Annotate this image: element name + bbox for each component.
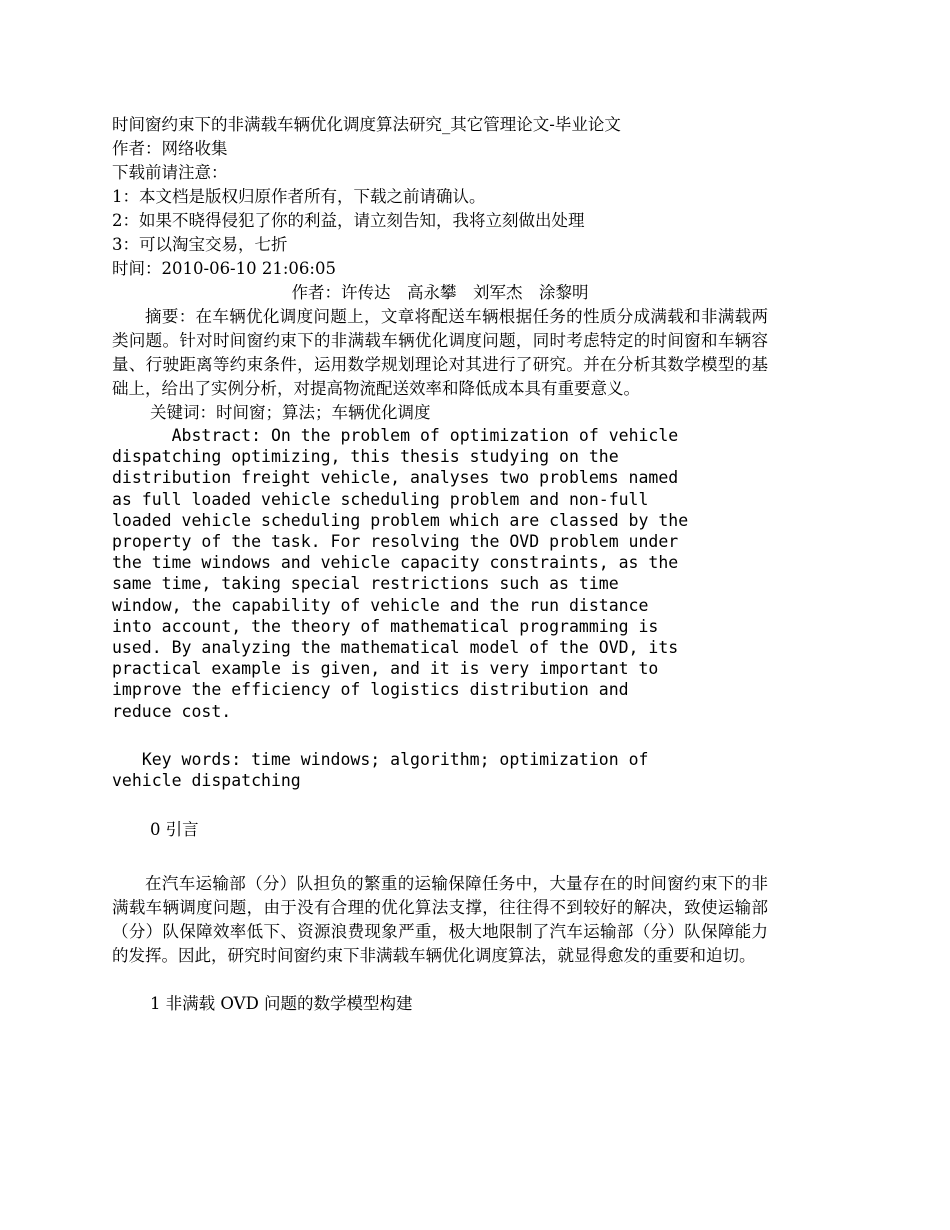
authors-line: 作者：许传达 高永攀 刘军杰 涂黎明 — [291, 283, 589, 302]
section-heading-1: 1 非满载 OVD 问题的数学模型构建 — [149, 994, 413, 1014]
english-keywords: Key words: time windows; algorithm; optimization of vehicle dispatching — [112, 749, 649, 791]
chinese-abstract: 摘要：在车辆优化调度问题上，文章将配送车辆根据任务的性质分成满载和非满载两类问题。针对时间窗约束下的非满载车辆优化调度问题，同时考虑特定的时间窗和车辆容量、行驶距离等约束条件，运用数学规划理论对其进行了研究。并在分析其数学模型的基础上，给出了实例分析，对提高物流配送效率和降低成本具有重要意义。 — [112, 307, 768, 398]
notice-item-2: 2：如果不晓得侵犯了你的利益，请立刻告知，我将立刻做出处理 — [112, 211, 585, 230]
notice-item-1: 1：本文档是版权归原作者所有，下载之前请确认。 — [112, 187, 486, 206]
notice-item-3: 3：可以淘宝交易，七折 — [112, 235, 288, 254]
section-heading-0: 0 引言 — [149, 820, 199, 840]
document-title: 时间窗约束下的非满载车辆优化调度算法研究_其它管理论文-毕业论文 — [112, 115, 621, 134]
english-abstract: Abstract: On the problem of optimization of vehicle dispatching optimizing, this thesis studying on the distribution freight vehicle, analyses two problems named as full loaded vehicle scheduling problem and non-full loaded vehicle scheduling problem which are classed by the property of the task. For resolving the OVD problem under the time windows and vehicle capacity constraints, as the same time, taking special restrictions such as time window, the capability of vehicle and the run distance into account, the theory of mathematical programming is used. By analyzing the mathematical model of the OVD, its practical example is given, and it is very important to improve the efficiency of logistics distribution and reduce cost. — [112, 426, 689, 721]
source-line: 作者：网络收集 — [112, 139, 228, 158]
timestamp: 时间：2010-06-10 21:06:05 — [112, 259, 336, 278]
chinese-keywords: 关键词：时间窗；算法；车辆优化调度 — [149, 403, 431, 422]
notice-heading: 下载前请注意： — [112, 163, 228, 182]
document-page — [112, 113, 768, 1016]
introduction-paragraph: 在汽车运输部（分）队担负的繁重的运输保障任务中，大量存在的时间窗约束下的非满载车辆调度问题，由于没有合理的优化算法支撑，往往得不到较好的解决，致使运输部（分）队保障效率低下、资源浪费现象严重，极大地限制了汽车运输部（分）队保障能力的发挥。因此，研究时间窗约束下非满载车辆优化调度算法，就显得愈发的重要和迫切。 — [112, 874, 768, 966]
